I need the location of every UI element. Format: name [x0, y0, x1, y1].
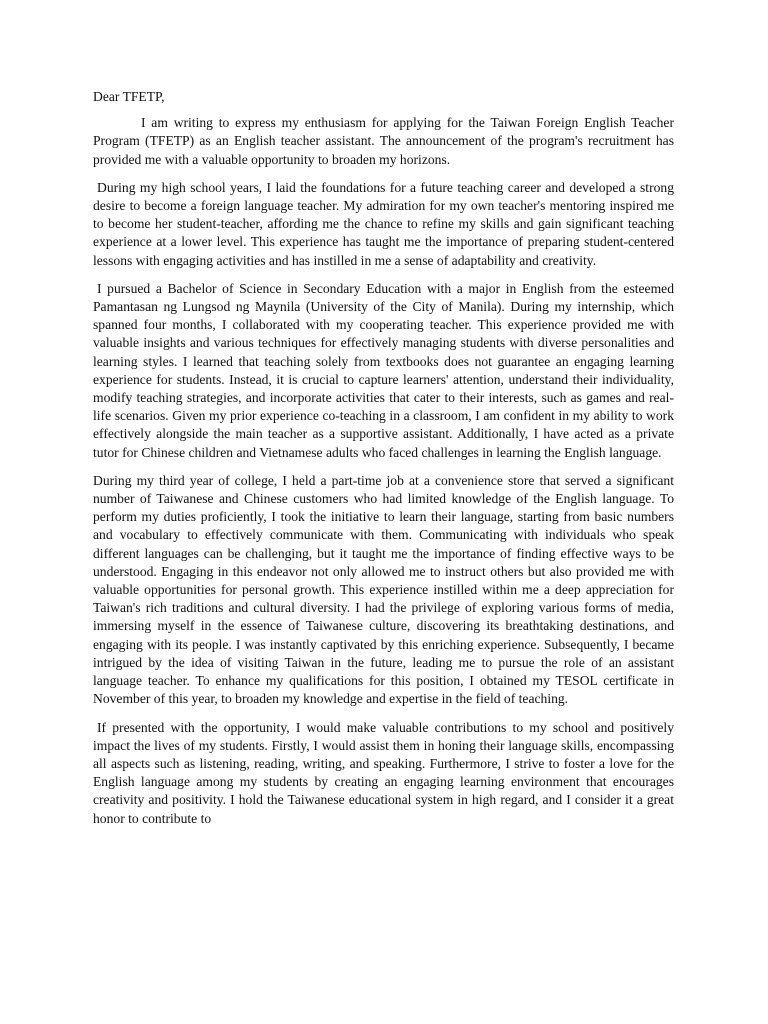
paragraph-high-school: During my high school years, I laid the foundations for a future teaching career and developed a strong desire to become a foreign language teacher. My admiration for my own teacher's mentoring inspired me to become her student-teacher, affording me the chance to refine my skills and gain significant teaching experience at a lower level. This experience has taught me the importance of preparing student-centered lessons with engaging activities and has instilled in me a sense of adaptability and creativity.	[93, 179, 674, 268]
paragraph-education: I pursued a Bachelor of Science in Secondary Education with a major in English from the esteemed Pamantasan ng Lungsod ng Maynila (University of the City of Manila). During my internship, which spanned four months, I collaborated with my cooperating teacher. This experience provided me with valuable insights and various techniques for effectively managing students with diverse personalities and learning styles. I learned that teaching solely from textbooks does not guarantee an engaging learning experience for students. Instead, it is crucial to capture learners' attention, understand their individuality, modify teaching strategies, and incorporate activities that cater to their interests, such as games and real-life scenarios. Given my prior experience co-teaching in a classroom, I am confident in my ability to work effectively alongside the main teacher as a supportive assistant. Additionally, I have acted as a private tutor for Chinese children and Vietnamese adults who faced challenges in learning the English language.	[93, 280, 674, 460]
paragraph-work-experience: During my third year of college, I held a part-time job at a convenience store that served a significant number of Taiwanese and Chinese customers who had limited knowledge of the English language. To perform my duties proficiently, I took the initiative to learn their language, starting from basic numbers and vocabulary to effectively communicate with them. Communicating with individuals who speak different languages can be challenging, but it taught me the importance of finding effective ways to be understood. Engaging in this endeavor not only allowed me to instruct others but also provided me with valuable opportunities for personal growth. This experience instilled within me a deep appreciation for Taiwan's rich traditions and cultural diversity. I had the privilege of exploring various forms of media, immersing myself in the essence of Taiwanese culture, discovering its breathtaking destinations, and engaging with its people. I was instantly captivated by this enriching experience. Subsequently, I became intrigued by the idea of visiting Taiwan in the future, leading me to pursue the role of an assistant language teacher. To enhance my qualifications for this position, I obtained my TESOL certificate in November of this year, to broaden my knowledge and expertise in the field of teaching.	[93, 472, 674, 707]
letter-greeting: Dear TFETP,	[93, 89, 165, 104]
cover-letter	[93, 88, 674, 838]
paragraph-contributions: If presented with the opportunity, I would make valuable contributions to my school and positively impact the lives of my students. Firstly, I would assist them in honing their language skills, encompassing all aspects such as listening, reading, writing, and speaking. Furthermore, I strive to foster a love for the English language among my students by creating an engaging learning environment that encourages creativity and positivity. I hold the Taiwanese educational system in high regard, and I consider it a great honor to contribute to	[93, 719, 674, 826]
paragraph-introduction: I am writing to express my enthusiasm for applying for the Taiwan Foreign English Teacher Program (TFETP) as an English teacher assistant. The announcement of the program's recruitment has provided me with a valuable opportunity to broaden my horizons.	[93, 115, 674, 167]
